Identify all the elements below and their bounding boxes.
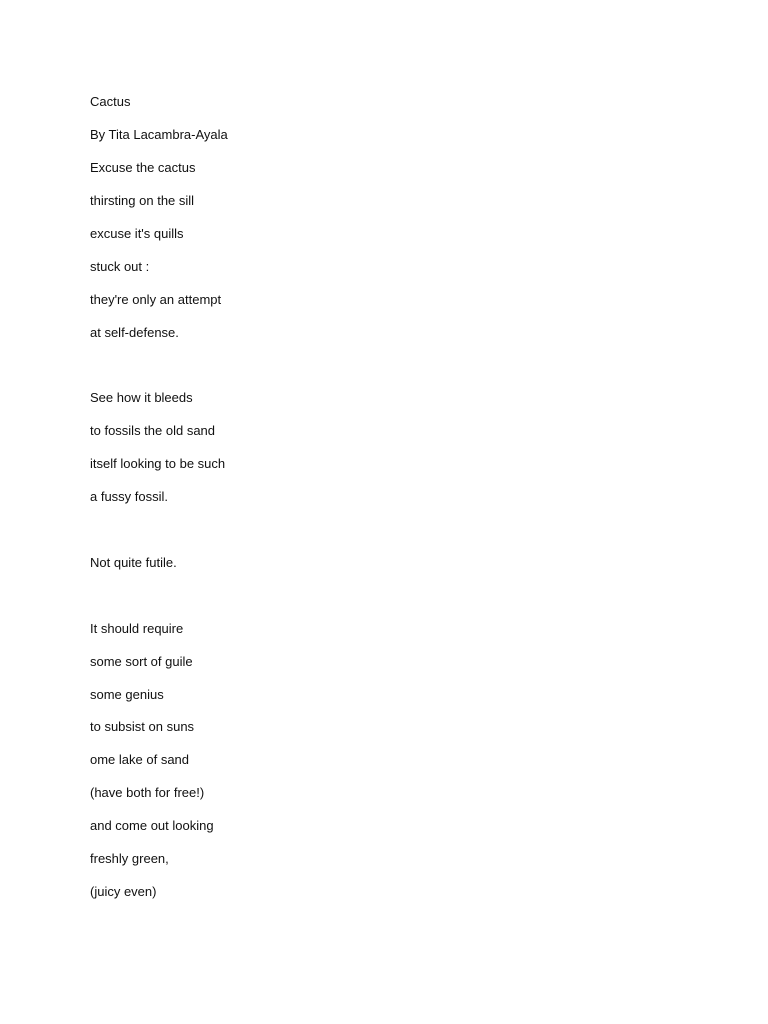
poem-line: to fossils the old sand: [90, 423, 216, 438]
poem-line: some genius: [90, 687, 164, 702]
poem-line: (have both for free!): [90, 785, 205, 800]
poem-line: Excuse the cactus: [90, 160, 196, 175]
poem-line: some sort of guile: [90, 654, 193, 669]
poem-line: to subsist on suns: [90, 719, 195, 734]
poem-line: excuse it's quills: [90, 226, 184, 241]
poem-line: at self-defense.: [90, 325, 179, 340]
poem-line: thirsting on the sill: [90, 193, 195, 208]
poem-line: freshly green,: [90, 851, 169, 866]
poem-title: Cactus: [90, 94, 131, 109]
poem-line: and come out looking: [90, 818, 214, 833]
poem-author: By Tita Lacambra-Ayala: [90, 127, 228, 142]
poem-line: stuck out :: [90, 259, 150, 274]
poem-line: It should require: [90, 621, 184, 636]
poem-line: ome lake of sand: [90, 752, 190, 767]
poem-line: Not quite futile.: [90, 555, 177, 570]
poem-line: they're only an attempt: [90, 292, 222, 307]
poem-line: (juicy even): [90, 884, 157, 899]
poem-line: itself looking to be such: [90, 456, 226, 471]
poem-line: See how it bleeds: [90, 390, 193, 405]
poem-line: a fussy fossil.: [90, 489, 169, 504]
